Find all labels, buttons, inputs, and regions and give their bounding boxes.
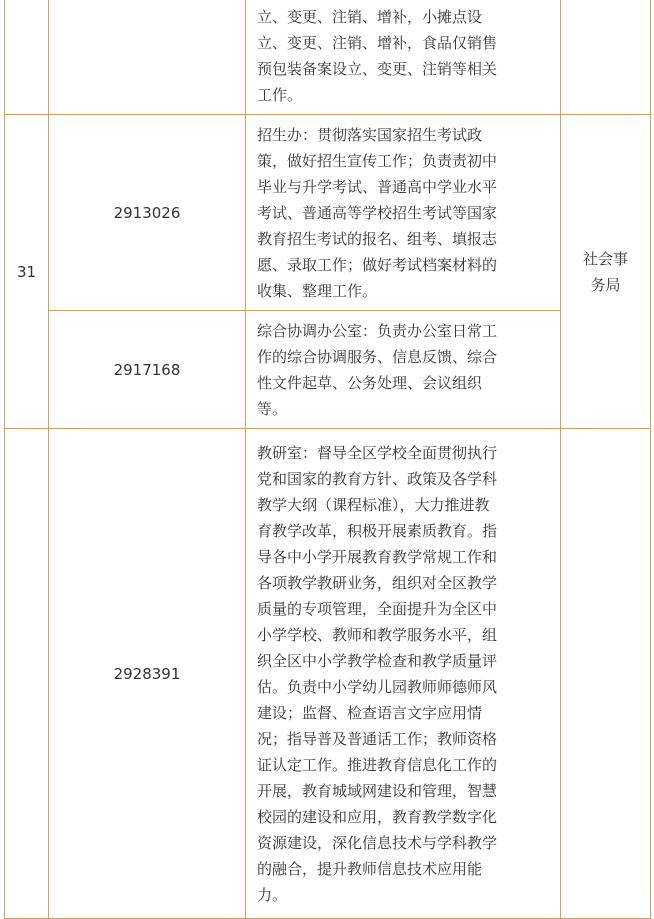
duty-cell xyxy=(246,429,561,919)
duty-line: 综合协调办公室：负责办公室日常工 xyxy=(257,321,498,340)
duty-line: 等。 xyxy=(257,399,288,418)
duty-line: 性文件起草、公务处理、会议组织 xyxy=(257,373,483,392)
duty-line: 小学学校、教师和教学服务水平，组 xyxy=(257,625,498,644)
duty-line: 导各中小学开展教育教学常规工作和 xyxy=(257,547,498,566)
duty-line: 考试、普通高等学校招生考试等国家 xyxy=(257,203,498,222)
duty-line: 毕业与升学考试、普通高中学业水平 xyxy=(257,177,498,196)
duty-line: 工作。 xyxy=(257,85,303,104)
duty-cell xyxy=(246,311,561,429)
duty-line: 育教学改革，积极开展素质教育。指 xyxy=(257,521,498,540)
department-contact-table xyxy=(4,0,651,919)
phone-cell: 2913026 xyxy=(49,115,246,311)
duty-line: 教学大纲（课程标准），大力推进教 xyxy=(257,495,490,514)
duty-line: 织全区中小学教学检查和教学质量评 xyxy=(257,651,498,670)
duty-line: 党和国家的教育方针、政策及各学科 xyxy=(257,469,498,488)
duty-line: 校园的建设和应用，教育教学数字化 xyxy=(257,807,498,826)
duty-line: 力。 xyxy=(257,885,288,904)
seq-cell xyxy=(5,0,49,115)
seq-cell: 31 xyxy=(5,115,49,429)
duty-line: 的融合，提升教师信息技术应用能 xyxy=(257,859,483,878)
dept-line: 务局 xyxy=(590,275,621,294)
duty-line: 开展，教育城域网建设和管理，智慧 xyxy=(257,781,498,800)
table-row xyxy=(5,429,651,919)
duty-cell xyxy=(246,0,561,115)
phone-cell: 2917168 xyxy=(49,311,246,429)
duty-line: 招生办：贯彻落实国家招生考试政 xyxy=(257,125,483,144)
duty-line: 建设；监督、检查语言文字应用情 xyxy=(257,703,483,722)
duty-line: 资源建设，深化信息技术与学科教学 xyxy=(257,833,498,852)
phone-cell: 2928391 xyxy=(49,429,246,919)
duty-line: 教育招生考试的报名、组考、填报志 xyxy=(257,229,498,248)
dept-line: 社会事 xyxy=(582,249,628,268)
phone-cell xyxy=(49,0,246,115)
duty-line: 作的综合协调服务、信息反馈、综合 xyxy=(257,347,498,366)
duty-line: 立、变更、注销、增补，食品仅销售 xyxy=(257,33,498,52)
duty-line: 收集、整理工作。 xyxy=(257,281,378,300)
seq-cell xyxy=(5,429,49,919)
duty-line: 策，做好招生宣传工作；负责责初中 xyxy=(257,151,498,170)
duty-line: 况；指导普及普通话工作；教师资格 xyxy=(257,729,498,748)
duty-line: 证认定工作。推进教育信息化工作的 xyxy=(257,755,498,774)
table-row xyxy=(5,115,651,311)
duty-line: 估。负责中小学幼儿园教师师德师风 xyxy=(257,677,498,696)
dept-cell xyxy=(561,115,651,429)
table-row xyxy=(5,311,651,429)
duty-line: 愿、录取工作；做好考试档案材料的 xyxy=(257,255,498,274)
duty-line: 预包装备案设立、变更、注销等相关 xyxy=(257,59,498,78)
duty-line: 立、变更、注销、增补，小摊点设 xyxy=(257,7,483,26)
dept-cell xyxy=(561,0,651,115)
dept-cell xyxy=(561,429,651,919)
duty-line: 质量的专项管理，全面提升为全区中 xyxy=(257,599,498,618)
duty-line: 教研室：督导全区学校全面贯彻执行 xyxy=(257,443,498,462)
table-row xyxy=(5,0,651,115)
duty-cell xyxy=(246,115,561,311)
duty-line: 各项教学教研业务，组织对全区教学 xyxy=(257,573,498,592)
